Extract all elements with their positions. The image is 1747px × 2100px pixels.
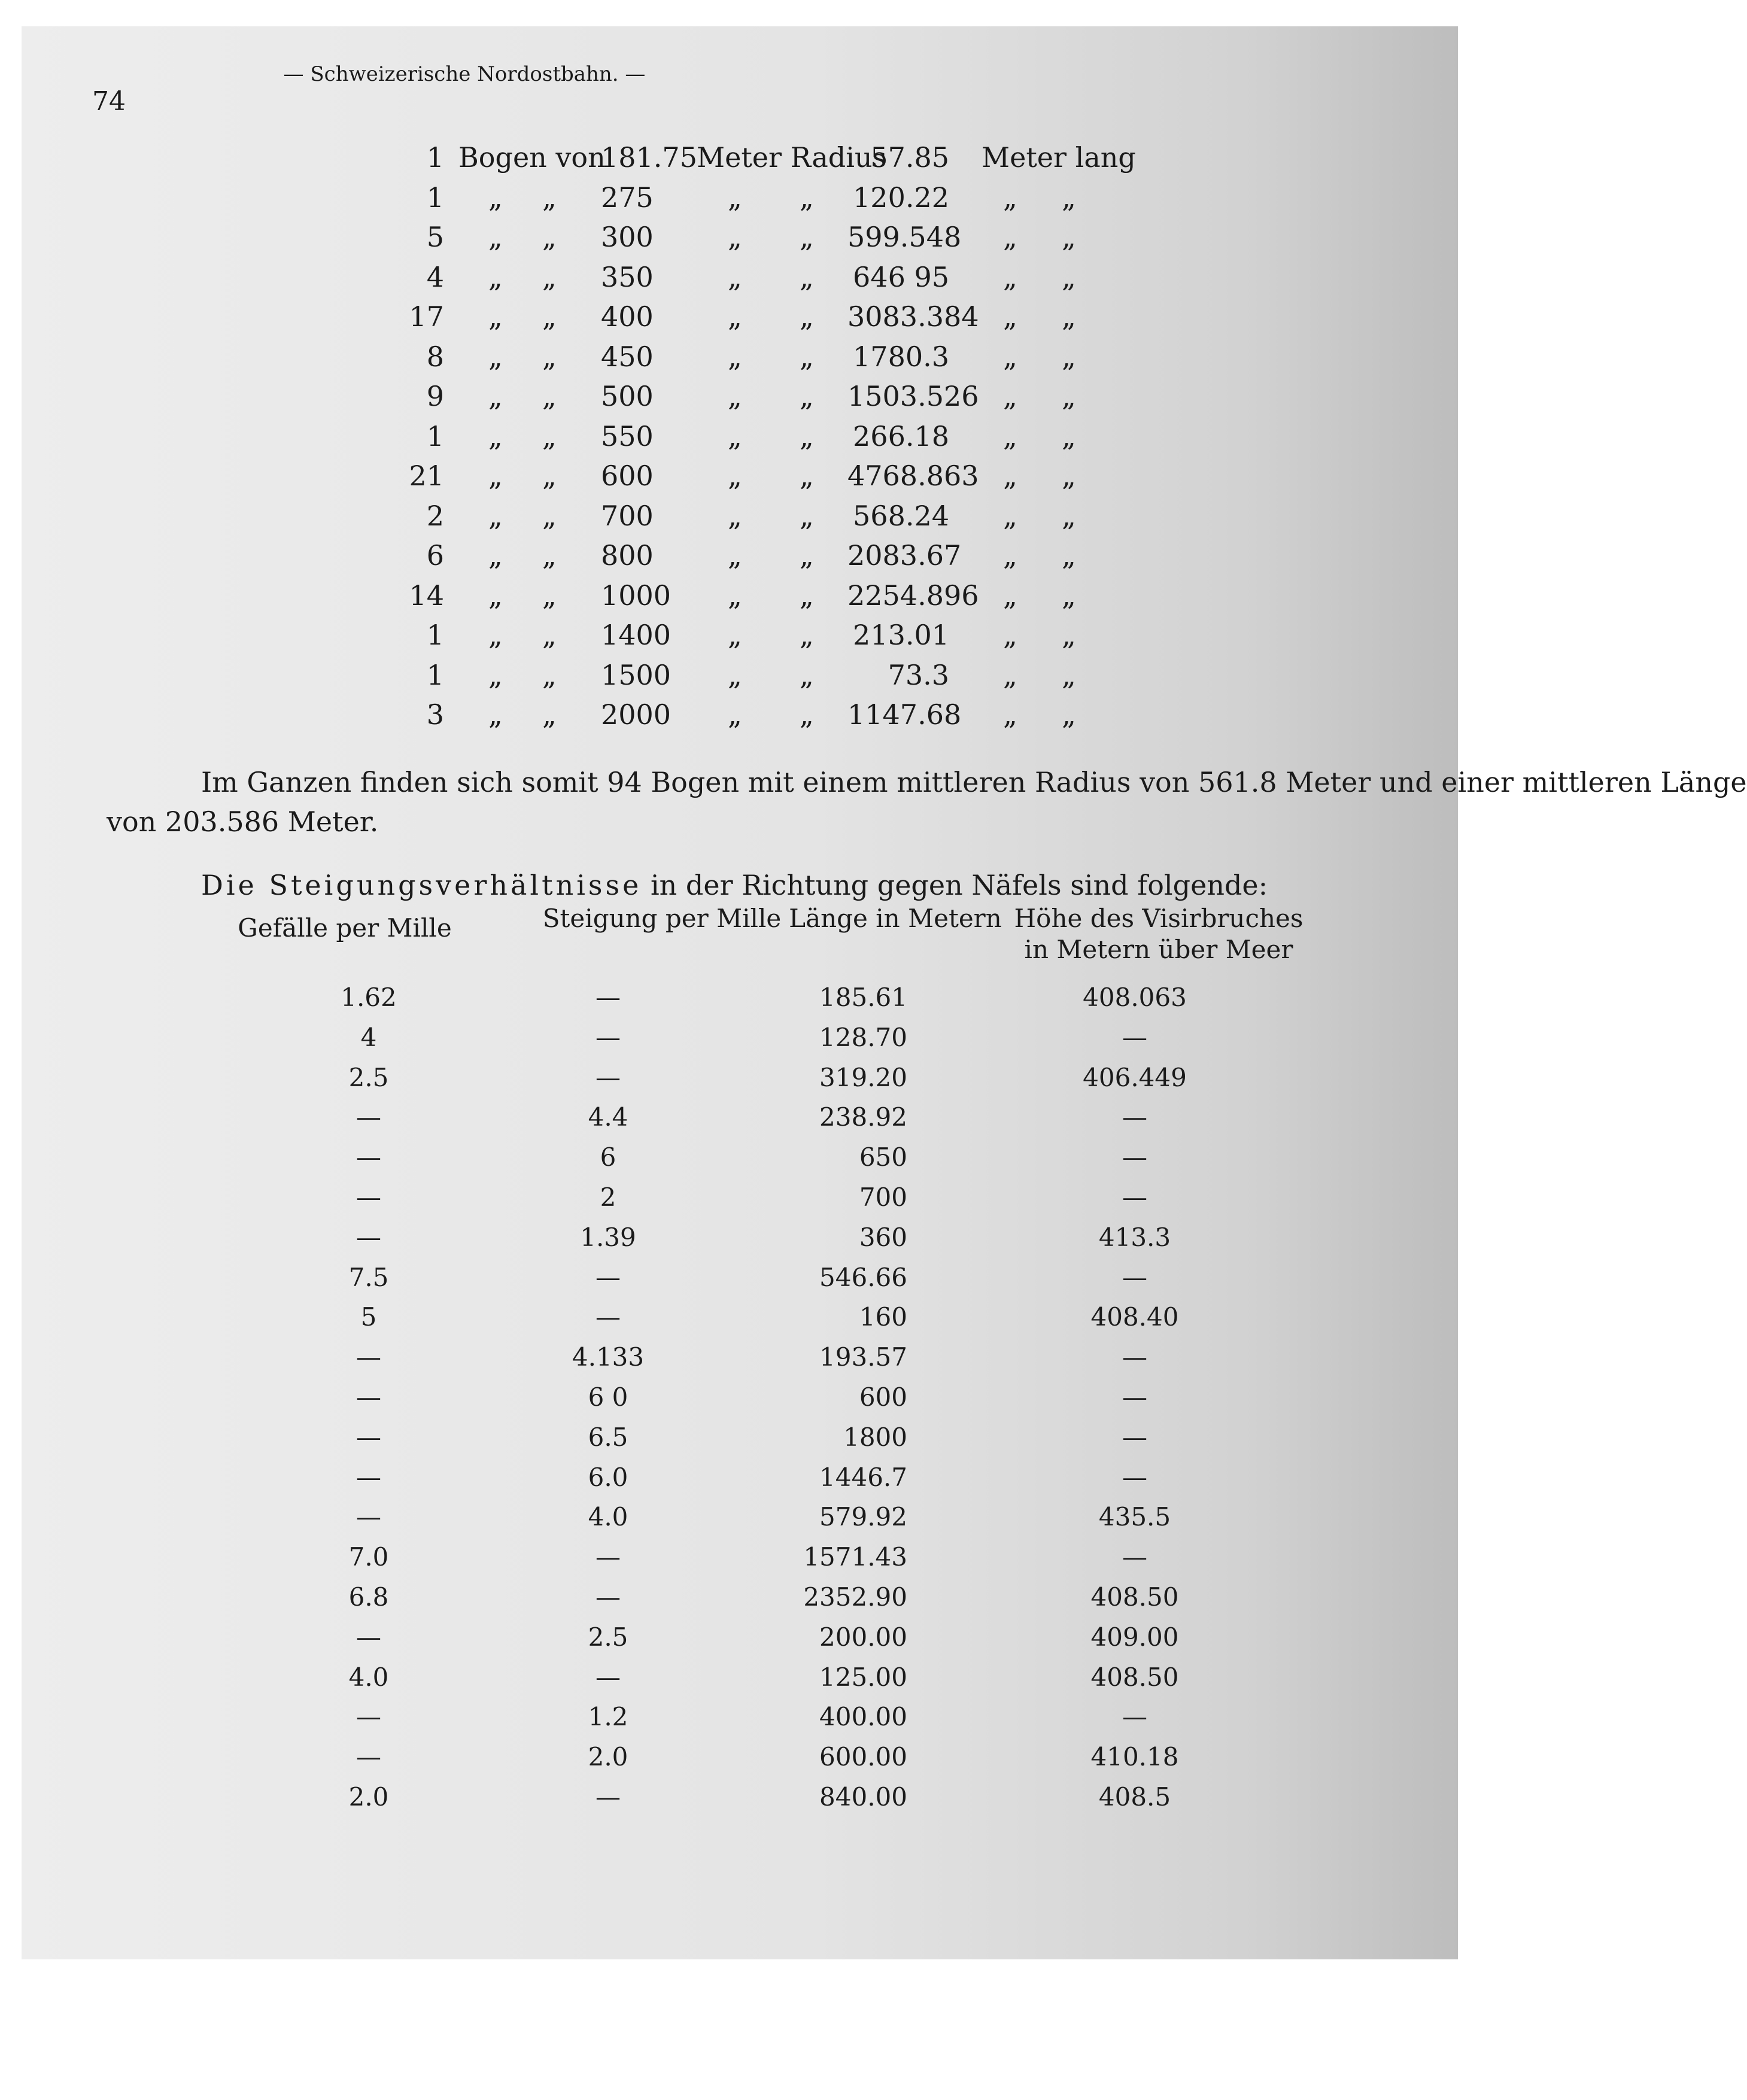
curve-radius: 300 bbox=[601, 221, 654, 253]
curve-count: 5 bbox=[426, 221, 444, 253]
ditto-mark: „ bbox=[1062, 659, 1076, 691]
ditto-mark: „ bbox=[800, 539, 814, 572]
steigung-cell: 6.5 bbox=[588, 1423, 628, 1452]
hoehe-cell: 435.5 bbox=[1098, 1502, 1171, 1531]
gefaelle-cell: — bbox=[356, 1742, 381, 1771]
hoehe-cell: — bbox=[1122, 1423, 1147, 1452]
hoehe-cell: — bbox=[1122, 1102, 1147, 1132]
curve-count: 17 bbox=[409, 300, 444, 333]
ditto-mark: „ bbox=[800, 341, 814, 373]
steigung-cell: 2.0 bbox=[588, 1742, 628, 1771]
curve-radius: 700 bbox=[601, 500, 654, 532]
curve-count: 1 bbox=[426, 181, 444, 214]
curve-radius: 350 bbox=[601, 261, 654, 293]
ditto-mark: „ bbox=[800, 420, 814, 452]
laenge-cell: 546.66 bbox=[819, 1263, 907, 1292]
page-number: 74 bbox=[92, 86, 126, 117]
ditto-mark: „ bbox=[542, 500, 557, 532]
laenge-cell: 360 bbox=[859, 1223, 907, 1252]
laenge-cell: 193.57 bbox=[819, 1342, 907, 1372]
ditto-mark: „ bbox=[1062, 579, 1076, 612]
steigung-cell: 4.133 bbox=[572, 1342, 645, 1372]
curve-length: 1503.526 bbox=[847, 380, 979, 412]
ditto-mark: „ bbox=[1003, 460, 1017, 492]
curve-length: 73.3 bbox=[888, 659, 949, 691]
steigung-cell: 2 bbox=[600, 1183, 616, 1212]
ditto-mark: „ bbox=[488, 619, 503, 651]
curve-radius: 1400 bbox=[601, 619, 672, 651]
ditto-mark: „ bbox=[1003, 341, 1017, 373]
steigung-cell: — bbox=[596, 1063, 621, 1092]
ditto-mark: „ bbox=[800, 500, 814, 532]
ditto-mark: „ bbox=[488, 698, 503, 731]
curve-count: 4 bbox=[426, 261, 444, 293]
ditto-mark: „ bbox=[800, 659, 814, 691]
ditto-mark: „ bbox=[1003, 500, 1017, 532]
ditto-mark: „ bbox=[488, 221, 503, 253]
curve-radius: 1500 bbox=[601, 659, 672, 691]
ditto-mark: „ bbox=[1062, 380, 1076, 412]
hoehe-cell: — bbox=[1122, 1142, 1147, 1172]
ditto-mark: „ bbox=[728, 341, 742, 373]
laenge-cell: 128.70 bbox=[819, 1023, 907, 1052]
ditto-mark: „ bbox=[488, 659, 503, 691]
hoehe-cell: 408.40 bbox=[1090, 1302, 1179, 1332]
ditto-mark: „ bbox=[1003, 181, 1017, 214]
hoehe-cell: — bbox=[1122, 1023, 1147, 1052]
curve-label-meter-radius: Meter Radius bbox=[697, 141, 887, 174]
steigung-cell: 6 0 bbox=[588, 1382, 628, 1412]
hoehe-cell: 409.00 bbox=[1090, 1622, 1179, 1652]
ditto-mark: „ bbox=[1062, 500, 1076, 532]
ditto-mark: „ bbox=[1062, 261, 1076, 293]
ditto-mark: „ bbox=[1003, 698, 1017, 731]
curve-count: 6 bbox=[426, 539, 444, 572]
ditto-mark: „ bbox=[542, 380, 557, 412]
col-head-laenge: Länge in Metern bbox=[789, 904, 1002, 933]
curve-length: 3083.384 bbox=[847, 300, 979, 333]
hoehe-cell: — bbox=[1122, 1183, 1147, 1212]
ditto-mark: „ bbox=[542, 460, 557, 492]
hoehe-cell: 408.50 bbox=[1090, 1663, 1179, 1692]
ditto-mark: „ bbox=[1003, 539, 1017, 572]
ditto-mark: „ bbox=[728, 659, 742, 691]
gradient-intro-spaced: Die Steigungsverhältnisse bbox=[201, 869, 642, 901]
hoehe-cell: 410.18 bbox=[1090, 1742, 1179, 1771]
ditto-mark: „ bbox=[800, 300, 814, 333]
hoehe-cell: 408.50 bbox=[1090, 1582, 1179, 1612]
hoehe-cell: 406.449 bbox=[1083, 1063, 1187, 1092]
ditto-mark: „ bbox=[800, 619, 814, 651]
ditto-mark: „ bbox=[1062, 300, 1076, 333]
ditto-mark: „ bbox=[542, 341, 557, 373]
curve-length: 4768.863 bbox=[847, 460, 979, 492]
hoehe-cell: 408.5 bbox=[1098, 1782, 1171, 1812]
ditto-mark: „ bbox=[728, 460, 742, 492]
curve-radius: 2000 bbox=[601, 698, 672, 731]
laenge-cell: 1446.7 bbox=[819, 1463, 907, 1492]
curve-radius: 450 bbox=[601, 341, 654, 373]
laenge-cell: 1571.43 bbox=[803, 1542, 907, 1572]
laenge-cell: 400.00 bbox=[819, 1702, 907, 1731]
gefaelle-cell: — bbox=[356, 1463, 381, 1492]
ditto-mark: „ bbox=[542, 261, 557, 293]
ditto-mark: „ bbox=[728, 181, 742, 214]
gefaelle-cell: — bbox=[356, 1342, 381, 1372]
curve-length: 120.22 bbox=[853, 181, 949, 214]
gefaelle-cell: — bbox=[356, 1223, 381, 1252]
steigung-cell: — bbox=[596, 1263, 621, 1292]
gefaelle-cell: 2.0 bbox=[348, 1782, 389, 1812]
ditto-mark: „ bbox=[542, 659, 557, 691]
gefaelle-cell: 7.5 bbox=[348, 1263, 389, 1292]
curve-radius: 1000 bbox=[601, 579, 672, 612]
curve-count: 1 bbox=[426, 141, 444, 174]
laenge-cell: 700 bbox=[859, 1183, 907, 1212]
curve-label-bogen-von: Bogen von bbox=[458, 141, 606, 174]
laenge-cell: 600 bbox=[859, 1382, 907, 1412]
steigung-cell: — bbox=[596, 1582, 621, 1612]
curve-length: 599.548 bbox=[847, 221, 962, 253]
laenge-cell: 579.92 bbox=[819, 1502, 907, 1531]
ditto-mark: „ bbox=[800, 261, 814, 293]
ditto-mark: „ bbox=[728, 261, 742, 293]
steigung-cell: 6 bbox=[600, 1142, 616, 1172]
ditto-mark: „ bbox=[542, 300, 557, 333]
curve-length: 266.18 bbox=[853, 420, 949, 452]
ditto-mark: „ bbox=[488, 420, 503, 452]
laenge-cell: 600.00 bbox=[819, 1742, 907, 1771]
hoehe-cell: — bbox=[1122, 1702, 1147, 1731]
laenge-cell: 840.00 bbox=[819, 1782, 907, 1812]
steigung-cell: — bbox=[596, 1542, 621, 1572]
curve-count: 8 bbox=[426, 341, 444, 373]
steigung-cell: 6.0 bbox=[588, 1463, 628, 1492]
ditto-mark: „ bbox=[728, 619, 742, 651]
laenge-cell: 160 bbox=[859, 1302, 907, 1332]
gefaelle-cell: — bbox=[356, 1702, 381, 1731]
gefaelle-cell: — bbox=[356, 1102, 381, 1132]
ditto-mark: „ bbox=[1003, 300, 1017, 333]
curve-radius: 181.75 bbox=[601, 141, 697, 174]
laenge-cell: 200.00 bbox=[819, 1622, 907, 1652]
curve-label-meter-lang: Meter lang bbox=[982, 141, 1136, 174]
curve-radius: 550 bbox=[601, 420, 654, 452]
steigung-cell: — bbox=[596, 983, 621, 1012]
summary-line-2: von 203.586 Meter. bbox=[107, 806, 379, 838]
gefaelle-cell: 5 bbox=[360, 1302, 377, 1332]
ditto-mark: „ bbox=[1003, 380, 1017, 412]
curve-length: 213.01 bbox=[853, 619, 949, 651]
gefaelle-cell: — bbox=[356, 1622, 381, 1652]
ditto-mark: „ bbox=[1003, 221, 1017, 253]
ditto-mark: „ bbox=[542, 539, 557, 572]
gefaelle-cell: 6.8 bbox=[348, 1582, 389, 1612]
laenge-cell: 125.00 bbox=[819, 1663, 907, 1692]
curve-count: 1 bbox=[426, 659, 444, 691]
ditto-mark: „ bbox=[1062, 221, 1076, 253]
steigung-cell: 2.5 bbox=[588, 1622, 628, 1652]
ditto-mark: „ bbox=[1062, 539, 1076, 572]
laenge-cell: 319.20 bbox=[819, 1063, 907, 1092]
ditto-mark: „ bbox=[800, 698, 814, 731]
ditto-mark: „ bbox=[1062, 460, 1076, 492]
gefaelle-cell: — bbox=[356, 1382, 381, 1412]
gefaelle-cell: 4.0 bbox=[348, 1663, 389, 1692]
ditto-mark: „ bbox=[542, 619, 557, 651]
curve-length: 1147.68 bbox=[847, 698, 962, 731]
curve-length: 568.24 bbox=[853, 500, 949, 532]
hoehe-cell: — bbox=[1122, 1463, 1147, 1492]
ditto-mark: „ bbox=[542, 420, 557, 452]
book-page bbox=[22, 26, 1747, 1959]
ditto-mark: „ bbox=[728, 579, 742, 612]
ditto-mark: „ bbox=[800, 579, 814, 612]
gefaelle-cell: — bbox=[356, 1142, 381, 1172]
gradient-intro-rest: in der Richtung gegen Näfels sind folgende: bbox=[650, 869, 1268, 901]
laenge-cell: 1800 bbox=[843, 1423, 907, 1452]
curve-length: 2254.896 bbox=[847, 579, 979, 612]
ditto-mark: „ bbox=[728, 221, 742, 253]
curve-length: 1780.3 bbox=[853, 341, 949, 373]
ditto-mark: „ bbox=[728, 539, 742, 572]
ditto-mark: „ bbox=[800, 460, 814, 492]
laenge-cell: 238.92 bbox=[819, 1102, 907, 1132]
ditto-mark: „ bbox=[1003, 659, 1017, 691]
ditto-mark: „ bbox=[488, 181, 503, 214]
steigung-cell: 1.39 bbox=[580, 1223, 636, 1252]
ditto-mark: „ bbox=[1062, 619, 1076, 651]
ditto-mark: „ bbox=[728, 300, 742, 333]
laenge-cell: 650 bbox=[859, 1142, 907, 1172]
ditto-mark: „ bbox=[488, 539, 503, 572]
steigung-cell: 4.4 bbox=[588, 1102, 628, 1132]
hoehe-cell: — bbox=[1122, 1542, 1147, 1572]
summary-line-1: Im Ganzen finden sich somit 94 Bogen mit einem mittleren Radius von 561.8 Meter und einer mittleren Länge bbox=[201, 766, 1747, 798]
col-head-hoehe-2: in Metern über Meer bbox=[1024, 935, 1293, 964]
hoehe-cell: — bbox=[1122, 1263, 1147, 1292]
steigung-cell: 4.0 bbox=[588, 1502, 628, 1531]
ditto-mark: „ bbox=[1062, 420, 1076, 452]
col-head-hoehe-1: Höhe des Visirbruches bbox=[1014, 904, 1304, 933]
ditto-mark: „ bbox=[800, 221, 814, 253]
ditto-mark: „ bbox=[728, 698, 742, 731]
ditto-mark: „ bbox=[1003, 261, 1017, 293]
curve-count: 14 bbox=[409, 579, 444, 612]
ditto-mark: „ bbox=[488, 341, 503, 373]
curve-count: 9 bbox=[426, 380, 444, 412]
curve-radius: 400 bbox=[601, 300, 654, 333]
ditto-mark: „ bbox=[488, 460, 503, 492]
ditto-mark: „ bbox=[800, 380, 814, 412]
curve-length: 57.85 bbox=[870, 141, 949, 174]
ditto-mark: „ bbox=[1003, 420, 1017, 452]
ditto-mark: „ bbox=[488, 300, 503, 333]
curve-radius: 275 bbox=[601, 181, 654, 214]
steigung-cell: — bbox=[596, 1663, 621, 1692]
curve-count: 3 bbox=[426, 698, 444, 731]
curve-length: 646 95 bbox=[853, 261, 949, 293]
ditto-mark: „ bbox=[488, 261, 503, 293]
ditto-mark: „ bbox=[488, 579, 503, 612]
curve-length: 2083.67 bbox=[847, 539, 962, 572]
hoehe-cell: 413.3 bbox=[1098, 1223, 1171, 1252]
ditto-mark: „ bbox=[542, 698, 557, 731]
ditto-mark: „ bbox=[488, 380, 503, 412]
ditto-mark: „ bbox=[728, 420, 742, 452]
steigung-cell: — bbox=[596, 1782, 621, 1812]
ditto-mark: „ bbox=[1062, 341, 1076, 373]
ditto-mark: „ bbox=[542, 221, 557, 253]
ditto-mark: „ bbox=[1062, 181, 1076, 214]
hoehe-cell: — bbox=[1122, 1382, 1147, 1412]
steigung-cell: — bbox=[596, 1302, 621, 1332]
ditto-mark: „ bbox=[542, 579, 557, 612]
laenge-cell: 185.61 bbox=[819, 983, 907, 1012]
curve-count: 21 bbox=[409, 460, 444, 492]
steigung-cell: 1.2 bbox=[588, 1702, 628, 1731]
curve-count: 2 bbox=[426, 500, 444, 532]
gefaelle-cell: 4 bbox=[360, 1023, 377, 1052]
gefaelle-cell: 7.0 bbox=[348, 1542, 389, 1572]
ditto-mark: „ bbox=[1003, 619, 1017, 651]
curve-radius: 500 bbox=[601, 380, 654, 412]
gefaelle-cell: — bbox=[356, 1502, 381, 1531]
gefaelle-cell: — bbox=[356, 1183, 381, 1212]
ditto-mark: „ bbox=[488, 500, 503, 532]
ditto-mark: „ bbox=[800, 181, 814, 214]
curve-count: 1 bbox=[426, 619, 444, 651]
gefaelle-cell: 1.62 bbox=[341, 983, 397, 1012]
curve-radius: 600 bbox=[601, 460, 654, 492]
gefaelle-cell: — bbox=[356, 1423, 381, 1452]
ditto-mark: „ bbox=[1003, 579, 1017, 612]
col-head-gefaelle: Gefälle per Mille bbox=[238, 913, 452, 943]
ditto-mark: „ bbox=[728, 380, 742, 412]
laenge-cell: 2352.90 bbox=[803, 1582, 907, 1612]
running-head: — Schweizerische Nordostbahn. — bbox=[283, 62, 646, 86]
ditto-mark: „ bbox=[1062, 698, 1076, 731]
hoehe-cell: — bbox=[1122, 1342, 1147, 1372]
ditto-mark: „ bbox=[542, 181, 557, 214]
gradient-intro bbox=[201, 869, 1268, 901]
steigung-cell: — bbox=[596, 1023, 621, 1052]
gefaelle-cell: 2.5 bbox=[348, 1063, 389, 1092]
curve-radius: 800 bbox=[601, 539, 654, 572]
ditto-mark: „ bbox=[728, 500, 742, 532]
col-head-steigung: Steigung per Mille bbox=[542, 904, 782, 933]
hoehe-cell: 408.063 bbox=[1083, 983, 1187, 1012]
curve-count: 1 bbox=[426, 420, 444, 452]
